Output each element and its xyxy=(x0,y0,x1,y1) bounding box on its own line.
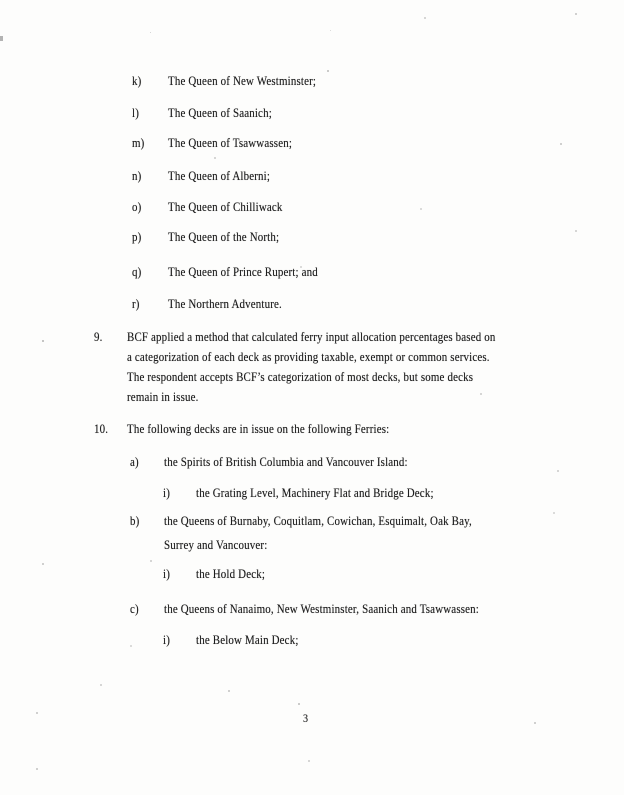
scan-speckle xyxy=(36,768,38,770)
item-c-i-label: i) xyxy=(163,632,171,647)
item-a-text: the Spirits of British Columbia and Vancouver Island: xyxy=(164,454,408,469)
item-a-i-text: the Grating Level, Machinery Flat and Bridge Deck; xyxy=(196,485,434,500)
scan-speckle xyxy=(560,143,562,145)
vessel-item-n-label: n) xyxy=(132,168,142,183)
paragraph-9-line-4: remain in issue. xyxy=(127,389,199,404)
item-c-i-text: the Below Main Deck; xyxy=(196,632,299,647)
scan-speckle xyxy=(130,645,132,647)
vessel-item-p-label: p) xyxy=(132,229,142,244)
item-a-label: a) xyxy=(130,454,139,469)
vessel-item-m-text: The Queen of Tsawwassen; xyxy=(168,135,293,150)
scan-speckle xyxy=(534,722,536,724)
page-number: 3 xyxy=(303,711,309,725)
scan-speckle xyxy=(42,340,44,342)
scan-edge-mark xyxy=(0,36,3,41)
scan-speckle xyxy=(575,230,577,232)
scan-speckle xyxy=(298,703,300,705)
vessel-item-o-label: o) xyxy=(132,199,142,214)
scan-speckle xyxy=(308,760,310,762)
paragraph-9-number: 9. xyxy=(94,329,103,344)
vessel-item-n-text: The Queen of Alberni; xyxy=(168,168,271,183)
scan-speckle xyxy=(245,355,247,357)
vessel-item-q-label: q) xyxy=(132,264,142,279)
vessel-item-p-text: The Queen of the North; xyxy=(168,229,280,244)
item-c-label: c) xyxy=(130,601,139,616)
paragraph-9-line-3: The respondent accepts BCF’s categorization of most decks, but some decks xyxy=(127,369,474,384)
vessel-item-o-text: The Queen of Chilliwack xyxy=(168,199,283,214)
scan-speckle xyxy=(557,470,559,472)
scan-speckle xyxy=(300,266,302,268)
scan-speckle xyxy=(150,560,152,562)
paragraph-9-line-1: BCF applied a method that calculated ferry input allocation percentages based on xyxy=(127,329,496,344)
item-b-label: b) xyxy=(130,513,140,528)
scan-speckle xyxy=(42,563,44,565)
item-c-text: the Queens of Nanaimo, New Westminster, Saanich and Tsawwassen: xyxy=(164,601,480,616)
paragraph-10-number: 10. xyxy=(94,421,109,436)
vessel-item-r-label: r) xyxy=(132,296,140,311)
item-b-text-line-2: Surrey and Vancouver: xyxy=(164,537,268,552)
scan-speckle xyxy=(36,712,38,714)
item-b-i-label: i) xyxy=(163,566,171,581)
vessel-item-q-text: The Queen of Prince Rupert; and xyxy=(168,264,318,279)
scan-speckle xyxy=(575,13,577,15)
scan-speckle xyxy=(100,684,102,686)
scan-speckle xyxy=(330,30,331,31)
paragraph-10-text: The following decks are in issue on the following Ferries: xyxy=(127,421,390,436)
scan-speckle xyxy=(553,512,555,514)
scan-speckle xyxy=(424,17,426,19)
scan-speckle xyxy=(327,70,329,72)
item-a-i-label: i) xyxy=(163,485,171,500)
vessel-item-l-label: l) xyxy=(132,105,140,120)
vessel-item-k-text: The Queen of New Westminster; xyxy=(168,73,317,88)
scan-speckle xyxy=(480,393,482,395)
item-b-i-text: the Hold Deck; xyxy=(196,566,266,581)
paragraph-9-line-2: a categorization of each deck as providing taxable, exempt or common services. xyxy=(127,349,490,364)
scan-speckle xyxy=(214,157,216,159)
scan-speckle xyxy=(420,208,422,210)
vessel-item-m-label: m) xyxy=(132,135,145,150)
scan-speckle xyxy=(228,690,230,692)
vessel-item-k-label: k) xyxy=(132,73,142,88)
vessel-item-l-text: The Queen of Saanich; xyxy=(168,105,272,120)
scan-speckle xyxy=(150,32,151,33)
item-b-text-line-1: the Queens of Burnaby, Coquitlam, Cowichan, Esquimalt, Oak Bay, xyxy=(164,513,472,528)
vessel-item-r-text: The Northern Adventure. xyxy=(168,296,282,311)
